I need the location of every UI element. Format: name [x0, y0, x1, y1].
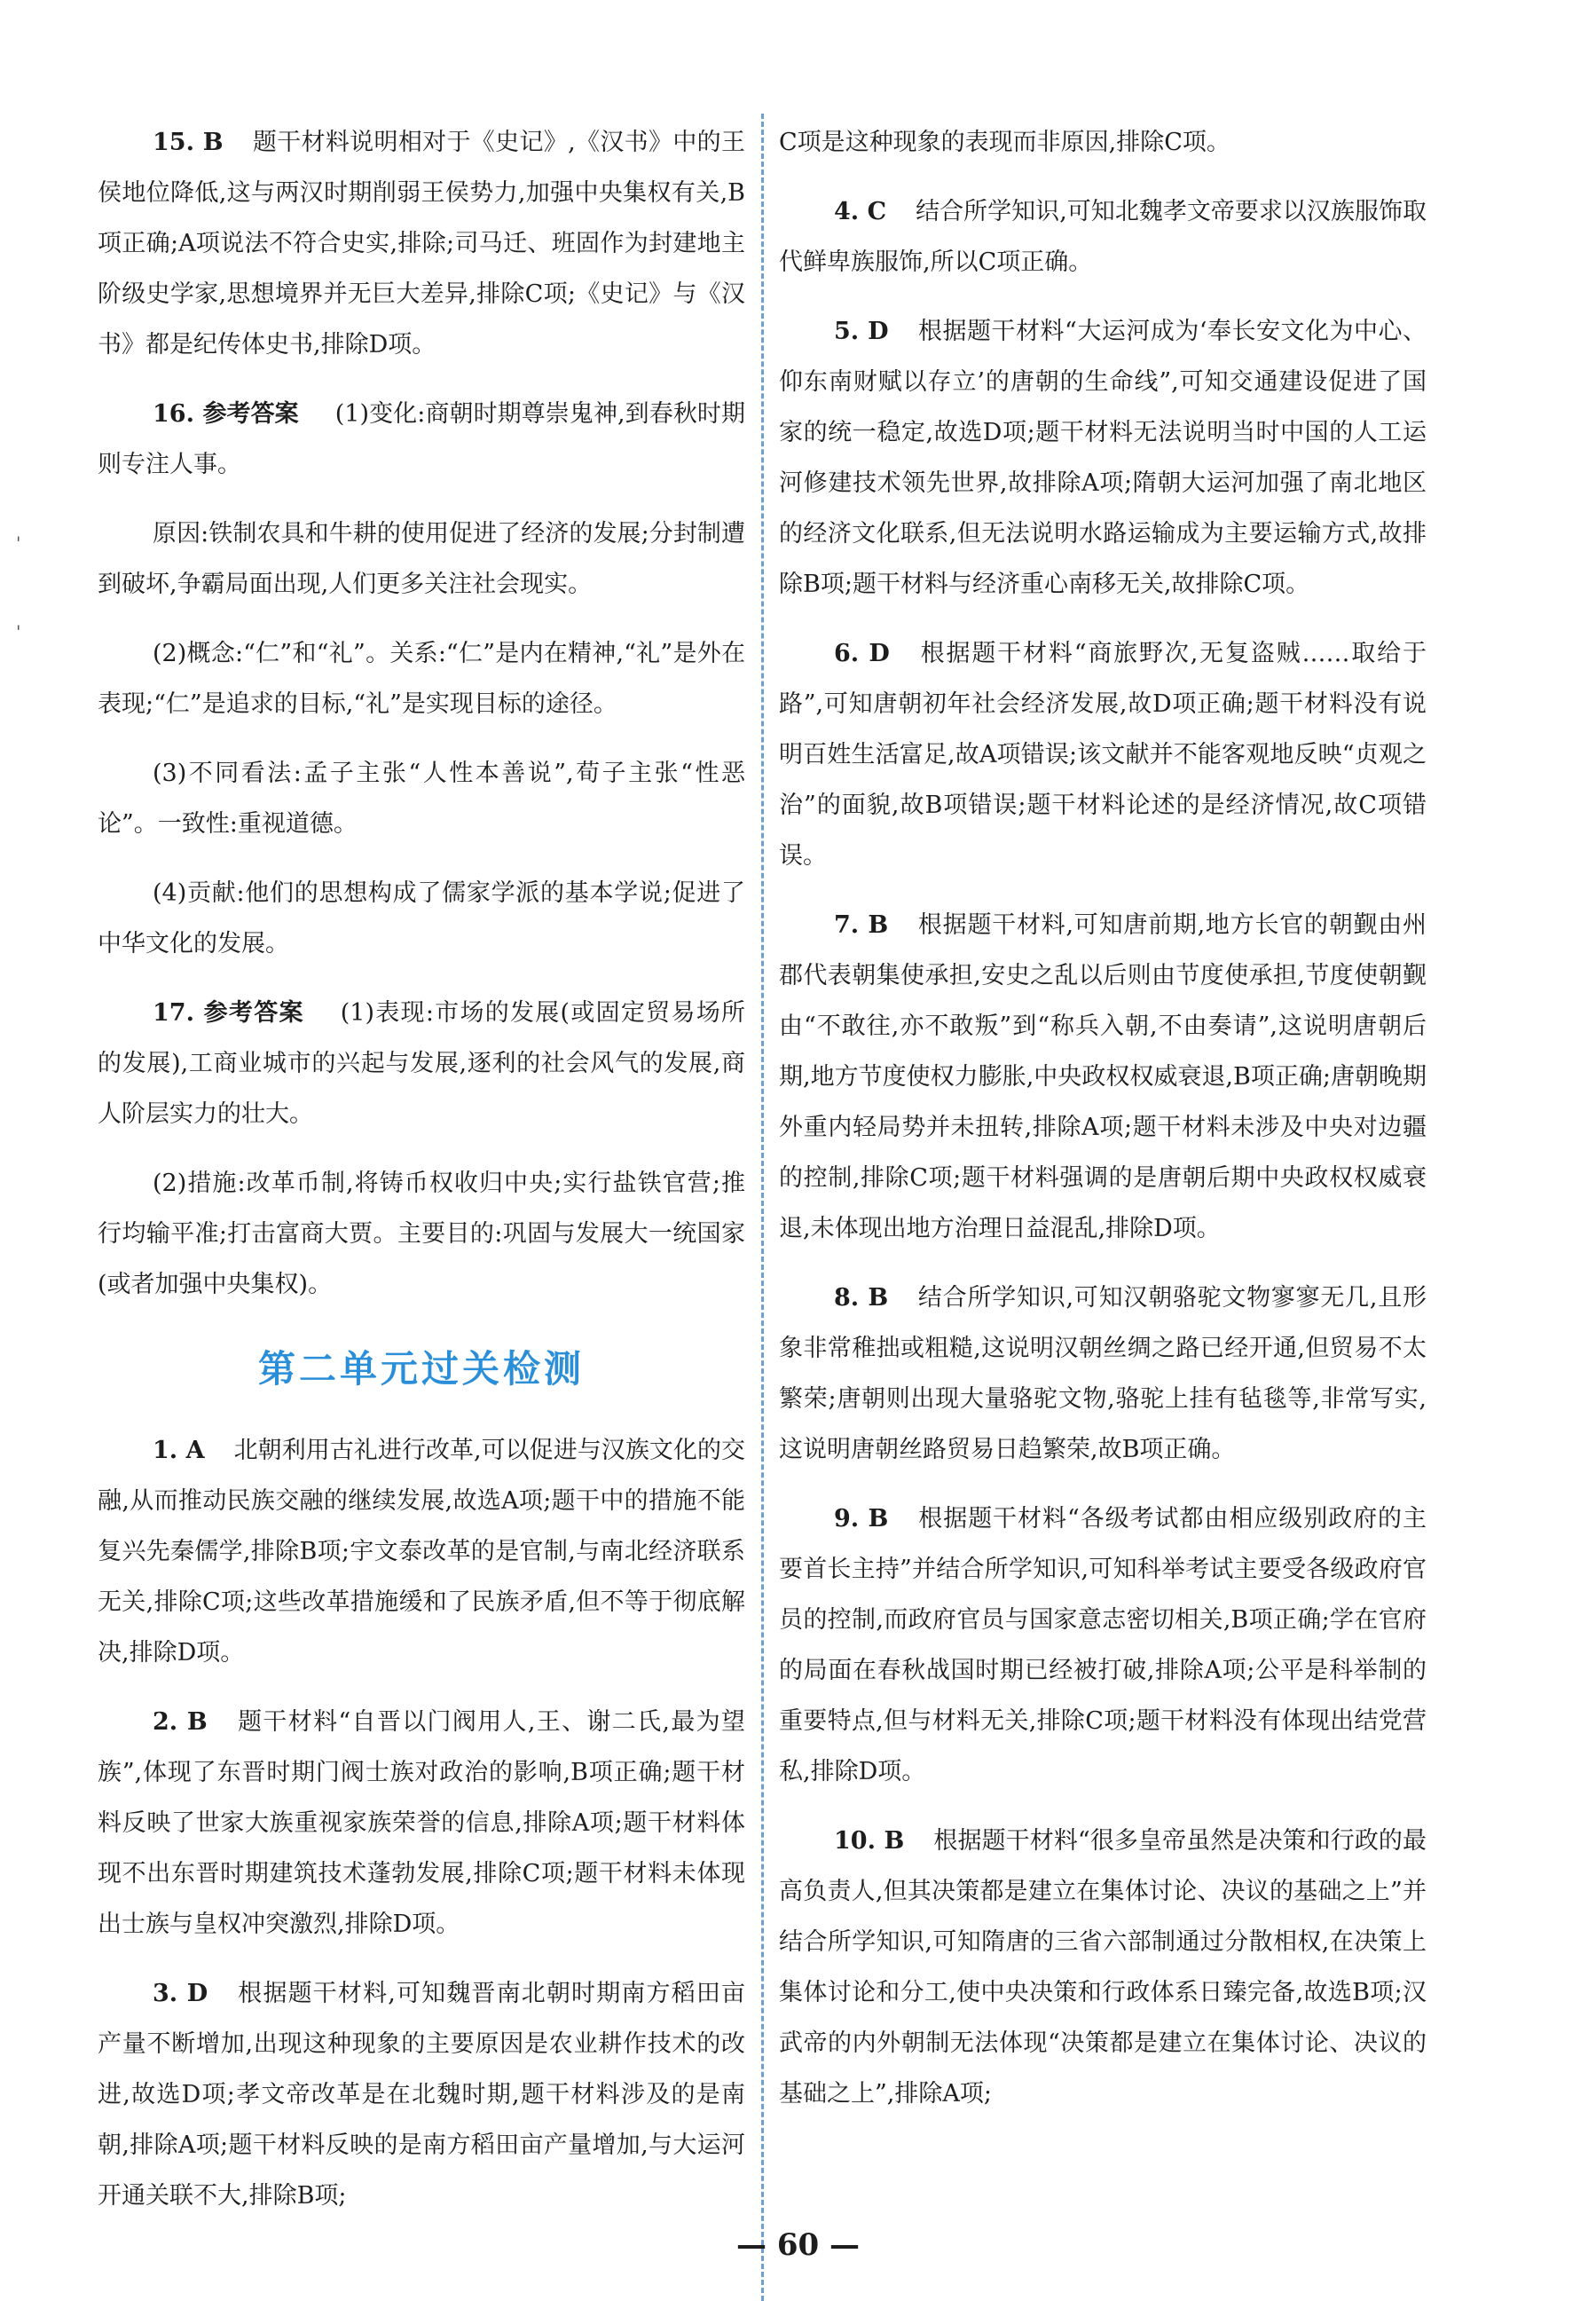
question-number: 1. A — [153, 1437, 229, 1464]
answer-paragraph — [779, 306, 1427, 610]
question-number: 2. B — [153, 1708, 232, 1736]
answer-text: 题干材料“自晋以门阀用人,王、谢二氏,最为望族”,体现了东晋时期门阀士族对政治的影响,B项正确;题干材料反映了世家大族重视家族荣誉的信息,排除A项;题干材料体现不出东晋时期建筑技术蓬勃发展,排除C项;题干材料未体现出士族与皇权冲突激烈,排除D项。 — [98, 1708, 745, 1938]
answer-paragraph — [98, 868, 745, 969]
question-number: 15. B — [153, 129, 248, 156]
answer-text: (2)措施:改革币制,将铸币权收归中央;实行盐铁官营;推行均输平准;打击富商大贾。主要目的:巩固与发展大一统国家(或者加强中央集权)。 — [98, 1170, 745, 1298]
answer-paragraph — [779, 1493, 1427, 1797]
answer-paragraph — [98, 1158, 745, 1310]
answer-text: 根据题干材料“各级考试都由相应级别政府的主要首长主持”并结合所学知识,可知科举考试主要受各级政府官员的控制,而政府官员与国家意志密切相关,B项正确;学在官府的局面在春秋战国时期已经被打破,排除A项;公平是科举制的重要特点,但与材料无关,排除C项;题干材料没有体现出结党营私,排除D项。 — [779, 1505, 1427, 1785]
question-number: 4. C — [834, 198, 911, 225]
answer-paragraph — [98, 117, 745, 370]
answer-text: (2)概念:“仁”和“礼”。关系:“仁”是内在精神,“礼”是外在表现;“仁”是追求的目标,“礼”是实现目标的途径。 — [98, 640, 745, 718]
answer-text: 原因:铁制农具和牛耕的使用促进了经济的发展;分封制遭到破坏,争霸局面出现,人们更多关注社会现实。 — [98, 520, 745, 598]
answer-paragraph — [98, 748, 745, 849]
answer-text: (1)表现:市场的发展(或固定贸易场所的发展),工商业城市的兴起与发展,逐利的社会风气的发展,商人阶层实力的壮大。 — [98, 999, 745, 1128]
section-title: 第二单元过关检测 — [257, 1347, 585, 1391]
question-number: 7. B — [834, 911, 913, 939]
answer-text: 根据题干材料“大运河成为‘奉长安文化为中心、仰东南财赋以存立’的唐朝的生命线”,可知交通建设促进了国家的统一稳定,故选D项;题干材料无法说明当时中国的人工运河修建技术领先世界,故排除A项;隋朝大运河加强了南北地区的经济文化联系,但无法说明水路运输成为主要运输方式,故排除B项;题干材料与经济重心南移无关,故排除C项。 — [779, 318, 1427, 598]
answer-paragraph — [98, 1697, 745, 1950]
answer-paragraph — [98, 508, 745, 610]
answer-paragraph — [779, 117, 1427, 168]
answer-paragraph — [779, 1816, 1427, 2119]
right-column — [779, 117, 1427, 2138]
answer-text: 根据题干材料“商旅野次,无复盗贼……取给于路”,可知唐朝初年社会经济发展,故D项正确;题干材料没有说明百姓生活富足,故A项错误;该文献并不能客观地反映“贞观之治”的面貌,故B项错误;题干材料论述的是经济情况,故C项错误。 — [779, 640, 1427, 870]
answer-paragraph — [779, 1273, 1427, 1475]
question-number: 17. 参考答案 — [153, 999, 328, 1027]
answer-text: 结合所学知识,可知北魏孝文帝要求以汉族服饰取代鲜卑族服饰,所以C项正确。 — [779, 198, 1427, 276]
question-number: 9. B — [834, 1505, 913, 1533]
answer-text: 根据题干材料,可知魏晋南北朝时期南方稻田亩产量不断增加,出现这种现象的主要原因是农业耕作技术的改进,故选D项;孝文帝改革是在北魏时期,题干材料涉及的是南朝,排除A项;题干材料反映的是南方稻田亩产量增加,与大运河开通关联不大,排除B项; — [98, 1980, 745, 2210]
question-number: 3. D — [153, 1980, 232, 2007]
answer-text: 根据题干材料,可知唐前期,地方长官的朝觐由州郡代表朝集使承担,安史之乱以后则由节度使承担,节度使朝觐由“不敢往,亦不敢叛”到“称兵入朝,不由奏请”,这说明唐朝后期,地方节度使权力膨胀,中央政权权威衰退,B项正确;唐朝晚期外重内轻局势并未扭转,排除A项;题干材料未涉及中央对边疆的控制,排除C项;题干材料强调的是唐朝后期中央政权权威衰退,未体现出地方治理日益混乱,排除D项。 — [779, 911, 1427, 1242]
question-number: 8. B — [834, 1284, 913, 1312]
answer-paragraph — [779, 186, 1427, 288]
answer-paragraph — [98, 1968, 745, 2221]
margin-mark: ' — [16, 532, 21, 554]
answer-paragraph — [98, 628, 745, 729]
answer-paragraph — [98, 389, 745, 490]
answer-text: 北朝利用古礼进行改革,可以促进与汉族文化的交融,从而推动民族交融的继续发展,故选A项;题干中的措施不能复兴先秦儒学,排除B项;宇文泰改革的是官制,与南北经济联系无关,排除C项;这些改革措施缓和了民族矛盾,但不等于彻底解决,排除D项。 — [98, 1437, 745, 1667]
page-number: — 60 — — [736, 2227, 860, 2263]
answer-text: 根据题干材料“很多皇帝虽然是决策和行政的最高负责人,但其决策都是建立在集体讨论、决议的基础之上”并结合所学知识,可知隋唐的三省六部制通过分散相权,在决策上集体讨论和分工,使中央决策和行政体系日臻完备,故选B项;汉武帝的内外朝制无法体现“决策都是建立在集体讨论、决议的基础之上”,排除A项; — [779, 1827, 1427, 2108]
answer-text: (1)变化:商朝时期尊崇鬼神,到春秋时期则专注人事。 — [98, 400, 745, 478]
answer-text: C项是这种现象的表现而非原因,排除C项。 — [779, 129, 1230, 156]
answer-text: 题干材料说明相对于《史记》,《汉书》中的王侯地位降低,这与两汉时期削弱王侯势力,加强中央集权有关,B项正确;A项说法不符合史实,排除;司马迁、班固作为封建地主阶级史学家,思想境界并无巨大差异,排除C项;《史记》与《汉书》都是纪传体史书,排除D项。 — [98, 129, 745, 359]
left-column — [98, 117, 745, 2240]
answer-text: (3)不同看法:孟子主张“人性本善说”,荀子主张“性恶论”。一致性:重视道德。 — [98, 760, 745, 838]
column-divider — [761, 114, 764, 2301]
answer-paragraph — [779, 900, 1427, 1254]
answer-paragraph — [98, 1425, 745, 1678]
question-number: 10. B — [834, 1827, 929, 1855]
answer-text: 结合所学知识,可知汉朝骆驼文物寥寥无几,且形象非常稚拙或粗糙,这说明汉朝丝绸之路已经开通,但贸易不太繁荣;唐朝则出现大量骆驼文物,骆驼上挂有毡毯等,非常写实,这说明唐朝丝路贸易日趋繁荣,故B项正确。 — [779, 1284, 1427, 1463]
question-number: 5. D — [834, 318, 913, 345]
question-number: 6. D — [834, 640, 914, 667]
answer-paragraph — [98, 988, 745, 1139]
margin-mark: ' — [16, 621, 21, 642]
answer-paragraph — [779, 628, 1427, 881]
answer-text: (4)贡献:他们的思想构成了儒家学派的基本学说;促进了中华文化的发展。 — [98, 879, 745, 957]
question-number: 16. 参考答案 — [153, 400, 323, 428]
